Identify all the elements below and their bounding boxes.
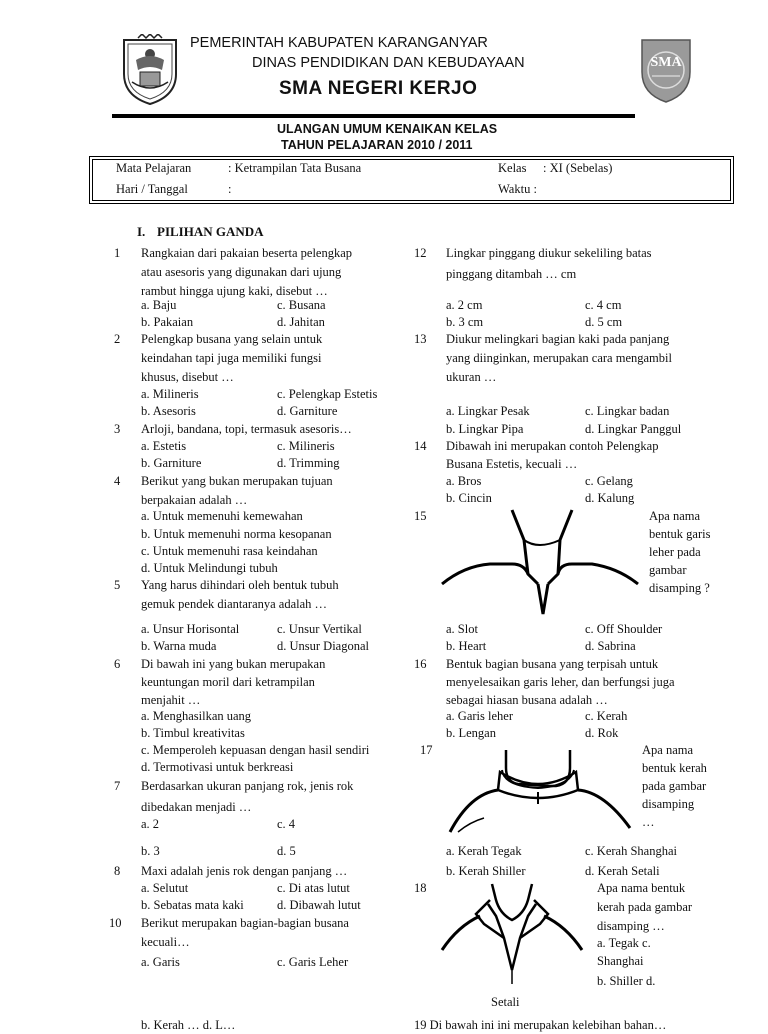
q10-stem bbox=[141, 915, 349, 951]
q12-line: Lingkar pinggang diukur sekeliling batas bbox=[446, 246, 652, 260]
q6-stem bbox=[141, 656, 325, 709]
q14-option-d[interactable]: d. Kalung bbox=[585, 491, 635, 505]
q14-line: Busana Estetis, kecuali … bbox=[446, 457, 578, 471]
q2-stem bbox=[141, 331, 322, 386]
q2-line: keindahan tapi juga memiliki fungsi bbox=[141, 351, 322, 365]
q15-option-c[interactable]: c. Off Shoulder bbox=[585, 622, 663, 636]
q15-option-d[interactable]: d. Sabrina bbox=[585, 639, 636, 653]
date-value: : bbox=[228, 182, 232, 196]
q7-option-d[interactable]: d. 5 bbox=[277, 844, 296, 858]
q2-line: Pelengkap busana yang selain untuk bbox=[141, 332, 323, 346]
q16-line: menyelesaikan garis leher, dan berfungsi juga bbox=[446, 675, 675, 689]
q6-line: menjahit … bbox=[141, 693, 201, 707]
q15-neckline-illustration bbox=[440, 506, 640, 616]
q12-stem bbox=[446, 245, 652, 283]
q10-number: 10 bbox=[109, 916, 122, 930]
q14-line: Dibawah ini merupakan contoh Pelengkap bbox=[446, 439, 659, 453]
q7-option-b[interactable]: b. 3 bbox=[141, 844, 160, 858]
district-logo bbox=[118, 34, 182, 106]
q13-option-d[interactable]: d. Lingkar Panggul bbox=[585, 422, 682, 436]
q15-prompt-line: bentuk garis bbox=[649, 527, 711, 541]
q5-option-c[interactable]: c. Unsur Vertikal bbox=[277, 622, 362, 636]
date-label: Hari / Tanggal bbox=[116, 182, 188, 196]
q18-prompt-line: Shanghai bbox=[597, 954, 644, 968]
q5-option-a[interactable]: a. Unsur Horisontal bbox=[141, 622, 240, 636]
q14-number: 14 bbox=[414, 439, 427, 453]
q14-option-c[interactable]: c. Gelang bbox=[585, 474, 633, 488]
q10-option-a[interactable]: a. Garis bbox=[141, 955, 180, 969]
q1-stem bbox=[141, 245, 352, 300]
q18-prompt-line: kerah pada gambar bbox=[597, 900, 693, 914]
q7-option-a[interactable]: a. 2 bbox=[141, 817, 160, 831]
q15-prompt-line: disamping ? bbox=[649, 581, 710, 595]
q16-option-c[interactable]: c. Kerah bbox=[585, 709, 628, 723]
q7-option-c[interactable]: c. 4 bbox=[277, 817, 296, 831]
q14-option-b[interactable]: b. Cincin bbox=[446, 491, 492, 505]
q18-prompt-line: disamping … bbox=[597, 919, 665, 933]
q8-number: 8 bbox=[114, 864, 121, 878]
q4-line: berpakaian adalah … bbox=[141, 493, 248, 507]
q3-option-d[interactable]: d. Trimming bbox=[277, 456, 340, 470]
q12-option-a[interactable]: a. 2 cm bbox=[446, 298, 483, 312]
q8-option-d[interactable]: d. Dibawah lutut bbox=[277, 898, 361, 912]
q15-option-b[interactable]: b. Heart bbox=[446, 639, 487, 653]
q16-line: Bentuk bagian busana yang terpisah untuk bbox=[446, 657, 659, 671]
class-value: : XI (Sebelas) bbox=[543, 161, 613, 175]
q10-line: Berikut merupakan bagian-bagian busana bbox=[141, 916, 349, 930]
time-label: Waktu : bbox=[498, 182, 537, 196]
q3-option-b[interactable]: b. Garniture bbox=[141, 456, 202, 470]
school-logo bbox=[638, 36, 694, 104]
q15-prompt-line: gambar bbox=[649, 563, 687, 577]
q13-line: Diukur melingkari bagian kaki pada panjang bbox=[446, 332, 670, 346]
q13-line: ukuran … bbox=[446, 370, 497, 384]
header-school-name: SMA NEGERI KERJO bbox=[279, 78, 478, 99]
q18-prompt-line: b. Shiller d. bbox=[597, 974, 656, 988]
q4-line: Berikut yang bukan merupakan tujuan bbox=[141, 474, 333, 488]
q1-option-c[interactable]: c. Busana bbox=[277, 298, 326, 312]
class-label: Kelas bbox=[498, 161, 527, 175]
q17-option-a[interactable]: a. Kerah Tegak bbox=[446, 844, 522, 858]
q2-option-d[interactable]: d. Garniture bbox=[277, 404, 338, 418]
q15-prompt bbox=[649, 508, 710, 597]
q8-option-a[interactable]: a. Selutut bbox=[141, 881, 189, 895]
q18-option-tail: Setali bbox=[491, 995, 520, 1009]
q5-option-d[interactable]: d. Unsur Diagonal bbox=[277, 639, 369, 653]
q17-prompt-line: bentuk kerah bbox=[642, 761, 707, 775]
q4-option-c[interactable]: c. Untuk memenuhi rasa keindahan bbox=[141, 544, 318, 558]
q6-option-d[interactable]: d. Termotivasi untuk berkreasi bbox=[141, 760, 294, 774]
q5-option-b[interactable]: b. Warna muda bbox=[141, 639, 217, 653]
q17-option-c[interactable]: c. Kerah Shanghai bbox=[585, 844, 677, 858]
q16-line: sebagai hiasan busana adalah … bbox=[446, 693, 608, 707]
q2-option-c[interactable]: c. Pelengkap Estetis bbox=[277, 387, 378, 401]
q16-option-b[interactable]: b. Lengan bbox=[446, 726, 496, 740]
q4-option-a[interactable]: a. Untuk memenuhi kemewahan bbox=[141, 509, 303, 523]
q2-option-a[interactable]: a. Milineris bbox=[141, 387, 199, 401]
q3-option-a[interactable]: a. Estetis bbox=[141, 439, 187, 453]
q4-stem bbox=[141, 473, 333, 509]
section-title: PILIHAN GANDA bbox=[157, 224, 264, 239]
q13-line: yang diinginkan, merupakan cara mengambil bbox=[446, 351, 672, 365]
q7-line: dibedakan menjadi … bbox=[141, 800, 252, 814]
subject-value: : Ketrampilan Tata Busana bbox=[228, 161, 362, 175]
cut-off-line-right: 19 Di bawah ini ini merupakan kelebihan bahan… bbox=[414, 1018, 667, 1032]
q7-line: Berdasarkan ukuran panjang rok, jenis rok bbox=[141, 779, 354, 793]
q7-number: 7 bbox=[114, 779, 121, 793]
q1-line: atau asesoris yang digunakan dari ujung bbox=[141, 265, 342, 279]
q17-prompt-line: … bbox=[642, 815, 655, 829]
q17-number: 17 bbox=[420, 743, 433, 757]
q18-prompt bbox=[597, 880, 692, 990]
q13-option-c[interactable]: c. Lingkar badan bbox=[585, 404, 670, 418]
q12-number: 12 bbox=[414, 246, 427, 260]
q6-number: 6 bbox=[114, 657, 121, 671]
header-department: DINAS PENDIDIKAN DAN KEBUDAYAAN bbox=[252, 55, 525, 71]
q18-number: 18 bbox=[414, 881, 427, 895]
q2-option-b[interactable]: b. Asesoris bbox=[141, 404, 196, 418]
q13-number: 13 bbox=[414, 332, 427, 346]
q1-line: Rangkaian dari pakaian beserta pelengkap bbox=[141, 246, 353, 260]
q15-prompt-line: leher pada bbox=[649, 545, 701, 559]
q6-line: Di bawah ini yang bukan merupakan bbox=[141, 657, 326, 671]
q13-option-a[interactable]: a. Lingkar Pesak bbox=[446, 404, 530, 418]
q5-number: 5 bbox=[114, 578, 121, 592]
q8-stem: Maxi adalah jenis rok dengan panjang … bbox=[141, 864, 348, 878]
q17-option-d[interactable]: d. Kerah Setali bbox=[585, 864, 660, 878]
q2-number: 2 bbox=[114, 332, 121, 346]
q2-line: khusus, disebut … bbox=[141, 370, 234, 384]
q1-option-b[interactable]: b. Pakaian bbox=[141, 315, 194, 329]
q15-prompt-line: Apa nama bbox=[649, 509, 701, 523]
q16-stem bbox=[446, 656, 675, 709]
q10-line: kecuali… bbox=[141, 935, 190, 949]
q16-option-a[interactable]: a. Garis leher bbox=[446, 709, 513, 723]
q15-option-a[interactable]: a. Slot bbox=[446, 622, 478, 636]
q17-prompt bbox=[642, 742, 707, 831]
q15-number: 15 bbox=[414, 509, 427, 523]
q17-collar-illustration bbox=[446, 746, 636, 842]
q7-stem bbox=[141, 778, 353, 816]
q8-option-c[interactable]: c. Di atas lutut bbox=[277, 881, 350, 895]
subject-label: Mata Pelajaran bbox=[116, 161, 192, 175]
q3-option-c[interactable]: c. Milineris bbox=[277, 439, 335, 453]
q18-prompt-line: Apa nama bentuk bbox=[597, 881, 686, 895]
q12-option-b[interactable]: b. 3 cm bbox=[446, 315, 484, 329]
q18-prompt-line: a. Tegak c. bbox=[597, 936, 651, 950]
q12-line: pinggang ditambah … cm bbox=[446, 267, 577, 281]
q6-option-c[interactable]: c. Memperoleh kepuasan dengan hasil sendiri bbox=[141, 743, 370, 757]
q6-option-b[interactable]: b. Timbul kreativitas bbox=[141, 726, 245, 740]
q8-option-b[interactable]: b. Sebatas mata kaki bbox=[141, 898, 244, 912]
q17-prompt-line: pada gambar bbox=[642, 779, 707, 793]
header-rule bbox=[112, 114, 635, 118]
q6-option-a[interactable]: a. Menghasilkan uang bbox=[141, 709, 252, 723]
school-logo-text: SMA bbox=[650, 55, 682, 70]
q4-option-d[interactable]: d. Untuk Melindungi tubuh bbox=[141, 561, 278, 575]
q14-stem bbox=[446, 438, 658, 473]
q1-line: rambut hingga ujung kaki, disebut … bbox=[141, 284, 328, 298]
q17-prompt-line: Apa nama bbox=[642, 743, 694, 757]
q5-line: Yang harus dihindari oleh bentuk tubuh bbox=[141, 578, 339, 592]
q1-number: 1 bbox=[114, 246, 121, 260]
header-government: PEMERINTAH KABUPATEN KARANGANYAR bbox=[190, 35, 488, 51]
cut-off-line-left: b. Kerah … d. L… bbox=[141, 1018, 236, 1032]
q3-number: 3 bbox=[114, 422, 121, 436]
q4-option-b[interactable]: b. Untuk memenuhi norma kesopanan bbox=[141, 527, 332, 541]
q18-collar-illustration bbox=[432, 880, 592, 986]
exam-title: ULANGAN UMUM KENAIKAN KELAS bbox=[277, 122, 498, 136]
q17-prompt-line: disamping bbox=[642, 797, 695, 811]
q5-stem bbox=[141, 577, 339, 613]
q1-option-d[interactable]: d. Jahitan bbox=[277, 315, 325, 329]
q5-line: gemuk pendek diantaranya adalah … bbox=[141, 597, 328, 611]
q13-option-b[interactable]: b. Lingkar Pipa bbox=[446, 422, 524, 436]
q16-option-d[interactable]: d. Rok bbox=[585, 726, 619, 740]
q10-option-c[interactable]: c. Garis Leher bbox=[277, 955, 349, 969]
q17-option-b[interactable]: b. Kerah Shiller bbox=[446, 864, 526, 878]
q4-number: 4 bbox=[114, 474, 121, 488]
q12-option-c[interactable]: c. 4 cm bbox=[585, 298, 622, 312]
q6-line: keuntungan moril dari ketrampilan bbox=[141, 675, 315, 689]
q1-option-a[interactable]: a. Baju bbox=[141, 298, 177, 312]
q16-number: 16 bbox=[414, 657, 427, 671]
q13-stem bbox=[446, 331, 672, 386]
q12-option-d[interactable]: d. 5 cm bbox=[585, 315, 623, 329]
q3-stem: Arloji, bandana, topi, termasuk asesoris… bbox=[141, 422, 352, 436]
exam-year: TAHUN PELAJARAN 2010 / 2011 bbox=[281, 138, 473, 152]
section-number: I. bbox=[137, 224, 146, 239]
q14-option-a[interactable]: a. Bros bbox=[446, 474, 482, 488]
